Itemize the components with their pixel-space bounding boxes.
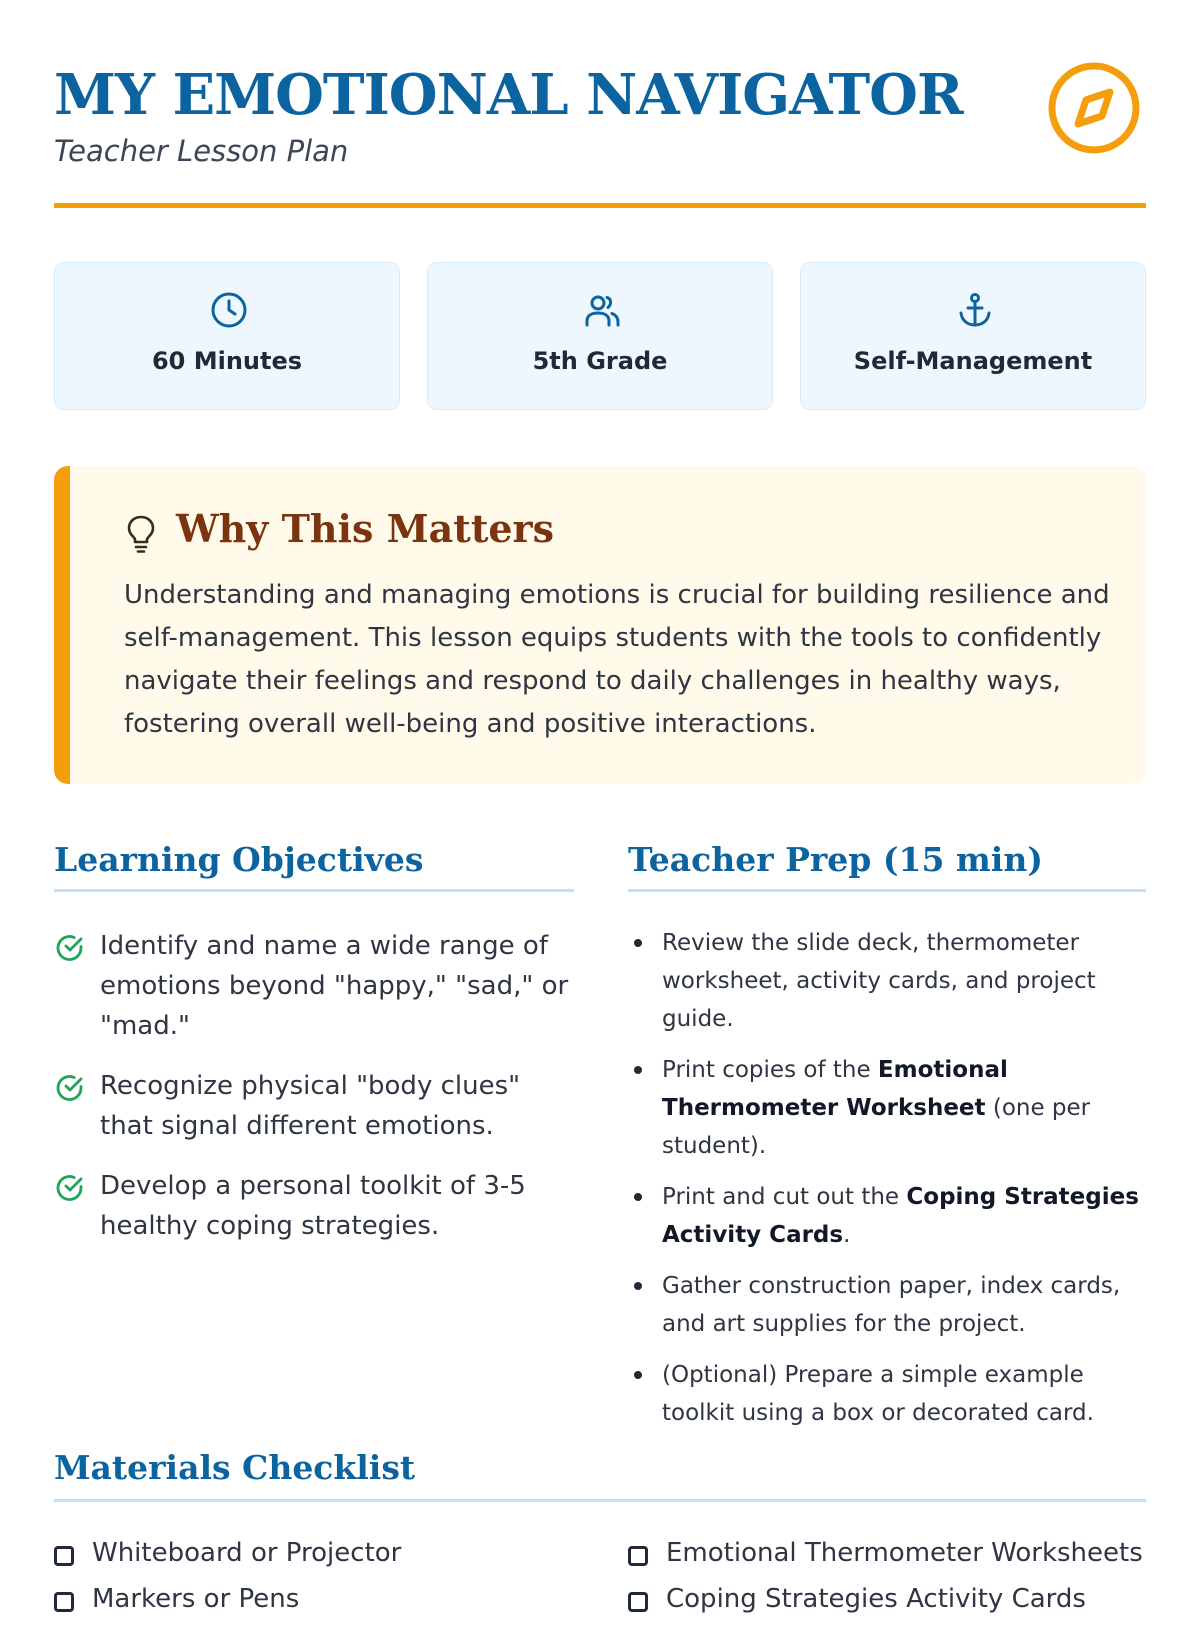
prep-text: Gather construction paper, index cards, and art supplies for the project. (662, 1273, 1121, 1337)
header (54, 56, 1146, 206)
why-title: Why This Matters (176, 506, 554, 551)
list-item (628, 924, 1146, 1038)
prep-text: (one per student). (662, 1095, 1091, 1159)
clock-icon (210, 291, 248, 329)
list-item (54, 1166, 574, 1246)
list-item (628, 1267, 1146, 1343)
check-circle-icon (54, 1072, 86, 1104)
checkbox[interactable] (628, 1546, 648, 1566)
prep-text: . (843, 1222, 851, 1248)
checkbox[interactable] (54, 1546, 74, 1566)
list-item (628, 1356, 1146, 1432)
objective-text: Develop a personal toolkit of 3-5 healthy coping strategies. (100, 1171, 526, 1241)
section-divider (54, 1499, 1146, 1502)
materials-title: Materials Checklist (54, 1448, 416, 1487)
materials-section (54, 1448, 1146, 1614)
checklist-item-label: Coping Strategies Activity Cards (666, 1584, 1086, 1614)
checkbox[interactable] (54, 1592, 74, 1612)
checklist-item-label: Emotional Thermometer Worksheets (666, 1538, 1143, 1568)
section-divider (54, 889, 574, 892)
prep-text: Print copies of the (662, 1057, 878, 1083)
info-card-competency (800, 262, 1146, 410)
prep-title: Teacher Prep (15 min) (628, 840, 1043, 879)
prep-text: Print and cut out the (662, 1184, 907, 1210)
list-item (54, 1066, 574, 1146)
checklist-item-label: Whiteboard or Projector (92, 1538, 402, 1568)
check-circle-icon (54, 932, 86, 964)
prep-text: (Optional) Prepare a simple example toolkit using a box or decorated card. (662, 1362, 1094, 1426)
why-text: Understanding and managing emotions is crucial for building resilience and self-management. This lesson equips students with the tools to confidently navigate their feelings and respond to daily challenges in healthy ways, fostering overall well-being and positive interactions. (124, 580, 1110, 739)
checkbox[interactable] (628, 1592, 648, 1612)
objectives-list (54, 926, 574, 1266)
why-this-matters-box (54, 466, 1146, 784)
learning-objectives-section (54, 840, 574, 1241)
info-card-grade (427, 262, 773, 410)
teacher-prep-section (628, 840, 1146, 1426)
prep-text: Review the slide deck, thermometer worksheet, activity cards, and project guide. (662, 930, 1096, 1032)
checklist-item-label: Markers or Pens (92, 1584, 300, 1614)
anchor-icon (956, 291, 994, 329)
objective-text: Recognize physical "body clues" that signal different emotions. (100, 1071, 521, 1141)
compass-icon (1046, 60, 1142, 156)
prep-bold-text: Coping Strategies Activity Cards (662, 1184, 1139, 1248)
check-circle-icon (54, 1172, 86, 1204)
section-divider (628, 889, 1146, 892)
prep-list (628, 924, 1146, 1445)
info-card-label: Self-Management (853, 347, 1093, 375)
prep-bold-text: Emotional Thermometer Worksheet (662, 1057, 1008, 1121)
info-card-label: 60 Minutes (151, 347, 303, 375)
info-card-label: 5th Grade (532, 347, 668, 375)
objectives-title: Learning Objectives (54, 840, 424, 879)
list-item (628, 1051, 1146, 1165)
objective-text: Identify and name a wide range of emotions beyond "happy," "sad," or "mad." (100, 931, 569, 1041)
page-subtitle: Teacher Lesson Plan (54, 134, 349, 168)
page-title: MY EMOTIONAL NAVIGATOR (54, 62, 963, 128)
list-item (54, 926, 574, 1046)
header-divider (54, 203, 1146, 208)
list-item (628, 1178, 1146, 1254)
lightbulb-icon (124, 514, 158, 554)
info-card-duration (54, 262, 400, 410)
info-cards (54, 262, 1146, 412)
users-icon (583, 291, 621, 329)
